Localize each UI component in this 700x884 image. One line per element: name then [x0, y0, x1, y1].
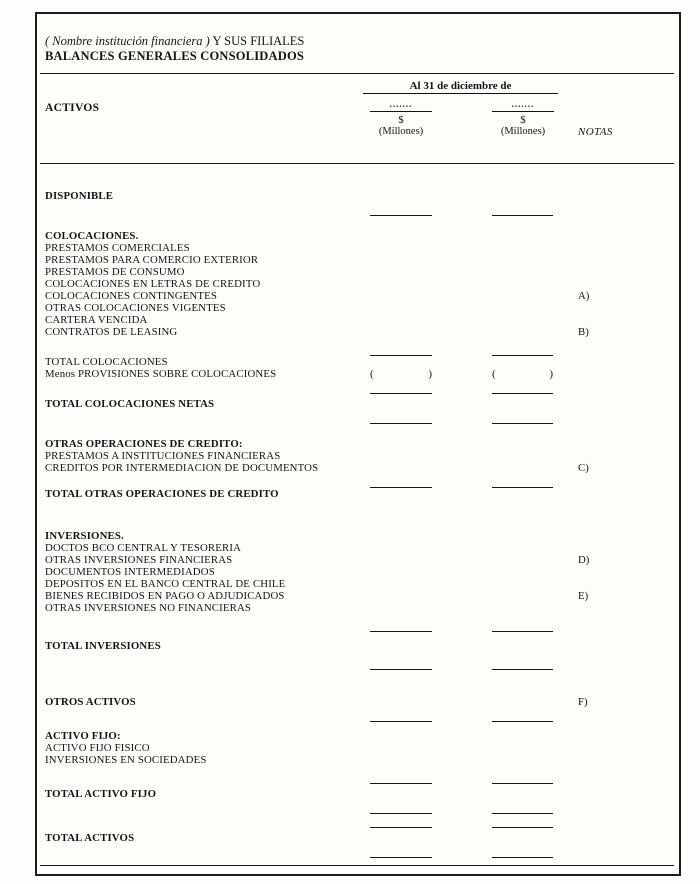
row-label: OTRAS INVERSIONES FINANCIERAS: [45, 554, 233, 566]
horizontal-rule-bottom: [40, 865, 674, 866]
statement-row: [45, 254, 671, 266]
row-label: OTROS ACTIVOS: [45, 696, 136, 708]
row-label: ACTIVO FIJO:: [45, 730, 121, 742]
row-label: INVERSIONES EN SOCIEDADES: [45, 754, 207, 766]
statement-row: [45, 590, 671, 602]
row-label: DOCTOS BCO CENTRAL Y TESORERIA: [45, 542, 242, 554]
statement-rows: [45, 190, 671, 858]
statement-row: [45, 696, 671, 708]
statement-row: [45, 530, 671, 542]
amount-underline-col1: [370, 712, 432, 722]
statement-row: [45, 462, 671, 474]
institution-name-placeholder: ( Nombre institución financiera ): [45, 34, 210, 48]
title-line: [45, 34, 671, 49]
row-label: ACTIVO FIJO FISICO: [45, 742, 150, 754]
row-label: COLOCACIONES EN LETRAS DE CREDITO: [45, 278, 261, 290]
amount-underline-col2: [492, 206, 553, 216]
amount-underline-row: [45, 478, 671, 488]
document-title: BALANCES GENERALES CONSOLIDADOS: [45, 49, 305, 63]
statement-row: [45, 266, 671, 278]
statement-row: [45, 242, 671, 254]
amount-underline-col1: [370, 478, 432, 488]
statement-row: [45, 356, 671, 368]
statement-row: [45, 278, 671, 290]
statement-row: [45, 602, 671, 614]
amount-underline-col2: [492, 818, 553, 828]
paren-close-icon: ): [549, 368, 553, 380]
statement-row: [45, 438, 671, 450]
amount-underline-col1: [370, 848, 432, 858]
amount-underline-row: [45, 206, 671, 216]
row-label: INVERSIONES.: [45, 530, 124, 542]
currency-symbol-col2: $: [520, 114, 526, 126]
statement-row: [45, 832, 671, 844]
millions-unit-col2: (Millones): [500, 126, 546, 137]
amount-underline-row: [45, 712, 671, 722]
amount-underline-col2: [492, 660, 553, 670]
amount-underline-col2: [492, 478, 553, 488]
amount-underline-row: [45, 818, 671, 828]
note-reference: F): [578, 696, 588, 708]
amount-underline-row: [45, 346, 671, 356]
year-placeholder-col2: .......: [492, 100, 554, 112]
statement-row: [45, 230, 671, 242]
note-reference: C): [578, 462, 589, 474]
amount-underline-col2: [492, 774, 553, 784]
amount-underline-col2: [492, 622, 553, 632]
year-placeholder-col1: .......: [370, 100, 432, 112]
statement-row: [45, 754, 671, 766]
amount-underline-col1: [370, 346, 432, 356]
amount-underline-col1: [370, 804, 432, 814]
statement-row: [45, 488, 671, 500]
statement-row: [45, 190, 671, 202]
amount-underline-row: [45, 384, 671, 394]
row-label: PRESTAMOS DE CONSUMO: [45, 266, 185, 278]
row-label: Menos PROVISIONES SOBRE COLOCACIONES: [45, 368, 277, 380]
amount-underline-col2: [492, 712, 553, 722]
row-label: TOTAL COLOCACIONES NETAS: [45, 398, 215, 410]
row-label: TOTAL OTRAS OPERACIONES DE CREDITO: [45, 488, 279, 500]
statement-row: [45, 326, 671, 338]
note-reference: A): [578, 290, 590, 302]
horizontal-rule-header: [40, 163, 674, 164]
amount-underline-col2: [492, 848, 553, 858]
statement-row: [45, 730, 671, 742]
amount-underline-col1: [370, 206, 432, 216]
row-label: CONTRATOS DE LEASING: [45, 326, 178, 338]
amount-underline-col1: [370, 818, 432, 828]
row-label: TOTAL ACTIVOS: [45, 832, 135, 844]
paren-open-icon: (: [370, 368, 374, 380]
row-label: DISPONIBLE: [45, 190, 114, 202]
statement-row: [45, 302, 671, 314]
row-label: TOTAL ACTIVO FIJO: [45, 788, 157, 800]
amount-underline-row: [45, 660, 671, 670]
statement-row: [45, 450, 671, 462]
parentheses-col2: [492, 368, 553, 380]
row-label: COLOCACIONES CONTINGENTES: [45, 290, 217, 302]
statement-row: [45, 640, 671, 652]
amount-underline-row: [45, 804, 671, 814]
amount-underline-row: [45, 622, 671, 632]
amount-underline-col1: [370, 384, 432, 394]
amount-underline-col1: [370, 622, 432, 632]
millions-unit-col1: (Millones): [378, 126, 424, 137]
date-heading: Al 31 de diciembre de: [363, 80, 558, 94]
amount-underline-col1: [370, 774, 432, 784]
activos-section-heading: ACTIVOS: [45, 102, 100, 114]
paren-open-icon: (: [492, 368, 496, 380]
statement-row: [45, 554, 671, 566]
row-label: PRESTAMOS COMERCIALES: [45, 242, 190, 254]
amount-underline-row: [45, 414, 671, 424]
row-label: TOTAL COLOCACIONES: [45, 356, 168, 368]
statement-row: [45, 788, 671, 800]
statement-row: [45, 566, 671, 578]
notas-column-heading: NOTAS: [578, 126, 613, 138]
amount-underline-col2: [492, 414, 553, 424]
amount-underline-col2: [492, 346, 553, 356]
row-label: OTRAS OPERACIONES DE CREDITO:: [45, 438, 243, 450]
page-border-frame: [35, 12, 681, 876]
statement-row: [45, 542, 671, 554]
parentheses-col1: [370, 368, 432, 380]
row-label: COLOCACIONES.: [45, 230, 139, 242]
row-label: DOCUMENTOS INTERMEDIADOS: [45, 566, 215, 578]
row-label: OTRAS INVERSIONES NO FINANCIERAS: [45, 602, 252, 614]
row-label: PRESTAMOS A INSTITUCIONES FINANCIERAS: [45, 450, 281, 462]
row-label: PRESTAMOS PARA COMERCIO EXTERIOR: [45, 254, 259, 266]
amount-underline-col1: [370, 414, 432, 424]
note-reference: D): [578, 554, 590, 566]
amount-underline-row: [45, 848, 671, 858]
amount-underline-col2: [492, 804, 553, 814]
statement-row: [45, 368, 671, 380]
row-label: OTRAS COLOCACIONES VIGENTES: [45, 302, 226, 314]
row-label: BIENES RECIBIDOS EN PAGO O ADJUDICADOS: [45, 590, 285, 602]
amount-underline-row: [45, 774, 671, 784]
paren-close-icon: ): [428, 368, 432, 380]
row-label: TOTAL INVERSIONES: [45, 640, 161, 652]
row-label: CARTERA VENCIDA: [45, 314, 148, 326]
statement-row: [45, 742, 671, 754]
amount-underline-col1: [370, 660, 432, 670]
statement-row: [45, 290, 671, 302]
row-label: DEPOSITOS EN EL BANCO CENTRAL DE CHILE: [45, 578, 286, 590]
statement-row: [45, 578, 671, 590]
statement-row: [45, 398, 671, 410]
amount-underline-col2: [492, 384, 553, 394]
note-reference: B): [578, 326, 589, 338]
filiales-suffix: Y SUS FILIALES: [212, 34, 305, 48]
note-reference: E): [578, 590, 589, 602]
row-label: CREDITOS POR INTERMEDIACION DE DOCUMENTOS: [45, 462, 319, 474]
statement-row: [45, 314, 671, 326]
currency-symbol-col1: $: [398, 114, 404, 126]
column-header-area: [45, 74, 671, 154]
